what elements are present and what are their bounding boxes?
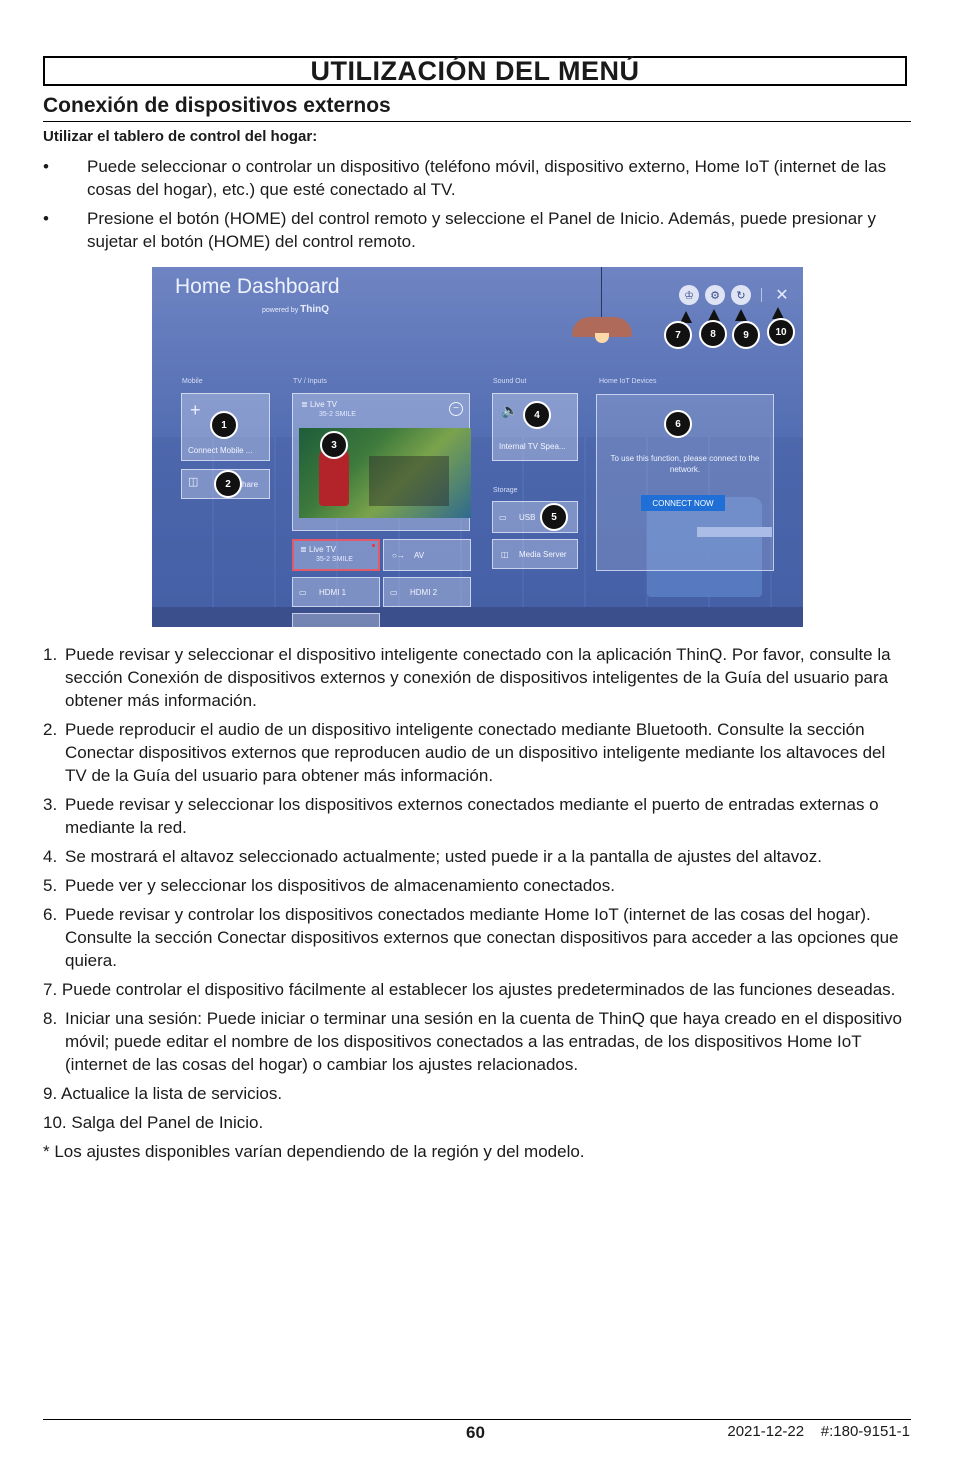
thinq-logo: ThinQ: [300, 304, 330, 315]
live-tv-card[interactable]: [292, 393, 470, 531]
toolbar-divider: [761, 288, 762, 302]
callout-7: 7: [664, 321, 692, 349]
footer-divider: [43, 1419, 911, 1420]
footnote: * Los ajustes disponibles varían dependiendo de la región y del modelo.: [43, 1142, 585, 1161]
powered-by: [262, 304, 329, 315]
thinq-account-icon[interactable]: ♔: [679, 285, 699, 305]
callout-3: 3: [320, 431, 348, 459]
usb-icon: ▭: [499, 513, 507, 522]
callout-1: 1: [210, 411, 238, 439]
list-item: [43, 643, 909, 712]
item-number: 2.: [43, 720, 58, 739]
home-dashboard-screenshot: [152, 267, 803, 627]
bullet-text: Puede seleccionar o controlar un dispositivo (teléfono móvil, dispositivo externo, Home IoT (internet de las cosas del hogar), etc.) que esté conectado al TV.: [87, 157, 887, 199]
item-number: 5.: [43, 876, 58, 895]
item-text: Puede reproducir el audio de un dispositivo inteligente conectado mediante Bluetooth. Consulte la sección Conectar dispositivos externos que reproducen audio de un dispositivo inteligente mediante los altavoces del TV de la Guía del usuario para obtener más información.: [65, 720, 886, 785]
section-label-tv-inputs: TV / Inputs: [293, 378, 327, 385]
item-text: Puede revisar y controlar los dispositivos conectados mediante Home IoT (internet de las cosas del hogar). Consulte la sección Conectar dispositivos externos que conectan dispositivos para acceder a las opciones que quiera.: [65, 905, 899, 970]
minus-icon[interactable]: −: [449, 402, 463, 416]
floor-decoration: [152, 607, 803, 627]
hdmi2-card[interactable]: [383, 577, 471, 607]
speaker-icon: 🔈: [501, 402, 519, 418]
item-text: Puede revisar y seleccionar los dispositivos externos conectados mediante el puerto de entradas externas o mediante la red.: [65, 795, 879, 837]
item-number: 8.: [43, 1009, 58, 1028]
connect-now-button[interactable]: CONNECT NOW: [641, 495, 725, 511]
subheading: Utilizar el tablero de control del hogar:: [43, 128, 318, 145]
document-code: 2021-12-22 #:180-9151-1: [727, 1423, 910, 1440]
bullet-item: [43, 155, 903, 201]
item-text: Iniciar una sesión: Puede iniciar o terminar una sesión en la cuenta de ThinQ que haya creado en el dispositivo móvil; puede editar el nombre de los dispositivos conectados a las entradas, de los dispositivos Home IoT (internet de las cosas del hogar) o cambiar los ajustes relacionados.: [65, 1009, 902, 1074]
section-label-storage: Storage: [493, 487, 518, 494]
active-indicator: [372, 544, 375, 547]
more-inputs-card[interactable]: [292, 613, 380, 627]
live-tv-input-channel: 35-2 SMILE: [316, 556, 353, 563]
gear-icon[interactable]: ⚙: [705, 285, 725, 305]
lamp-bulb: [595, 333, 609, 343]
list-item: [43, 978, 909, 1001]
bullet-symbol: •: [43, 157, 49, 176]
item-text: Salga del Panel de Inicio.: [71, 1113, 264, 1132]
item-number: 4.: [43, 847, 58, 866]
item-number: 7.: [43, 980, 58, 999]
bullet-item: [43, 207, 903, 253]
callout-5: 5: [540, 503, 568, 531]
list-item: [43, 1111, 909, 1134]
bullet-list: [43, 155, 903, 259]
close-icon[interactable]: ✕: [775, 287, 789, 304]
av-label: AV: [414, 551, 425, 560]
list-item: [43, 718, 909, 787]
item-number: 9.: [43, 1084, 58, 1103]
page-number: 60: [466, 1423, 485, 1442]
list-item: [43, 1082, 909, 1105]
section-label-home-iot: Home IoT Devices: [599, 378, 657, 385]
preview-group: [369, 456, 449, 506]
section-label-mobile: Mobile: [182, 378, 203, 385]
item-text: Actualice la lista de servicios.: [60, 1084, 283, 1103]
plus-icon: +: [190, 400, 201, 420]
powered-prefix: powered by: [262, 307, 299, 314]
item-text: Puede controlar el dispositivo fácilmente al establecer los ajustes predeterminados de las funciones deseadas.: [61, 980, 896, 999]
media-server-card[interactable]: [492, 539, 578, 569]
share-label: hare: [242, 480, 259, 489]
callout-10: 10: [767, 318, 795, 346]
bullet-symbol: •: [43, 209, 49, 228]
item-text: Se mostrará el altavoz seleccionado actualmente; usted puede ir a la pantalla de ajustes del altavoz.: [65, 847, 822, 866]
page-title: UTILIZACIÓN DEL MENÚ: [43, 56, 907, 86]
media-server-icon: ◫: [501, 550, 509, 559]
item-text: Puede revisar y seleccionar el dispositivo inteligente conectado con la aplicación ThinQ. Por favor, consulte la sección Conexión de dispositivos externos y conexión de dispositivos inteligentes de la Guía del usuario para obtener más información.: [65, 645, 891, 710]
phone-speaker-icon: ◫: [188, 476, 199, 488]
hdmi1-label: HDMI 1: [319, 588, 347, 597]
iot-message: To use this function, please connect to the network.: [610, 454, 760, 474]
list-item: [43, 874, 909, 897]
connect-mobile-label: Connect Mobile ...: [188, 446, 253, 455]
item-number: 6.: [43, 905, 58, 924]
live-tv-input-title: [300, 545, 353, 564]
live-tv-input-card[interactable]: [292, 539, 380, 571]
media-server-label: Media Server: [519, 550, 567, 559]
callout-4: 4: [523, 401, 551, 429]
av-card[interactable]: [383, 539, 471, 571]
hdmi-icon: ▭: [390, 588, 398, 597]
lamp-cord: [601, 267, 602, 317]
numbered-list: [43, 643, 909, 1169]
refresh-icon[interactable]: ↻: [731, 285, 751, 305]
av-icon: ○→: [392, 551, 405, 560]
antenna-icon: ≣: [300, 545, 307, 554]
callout-8: 8: [699, 320, 727, 348]
list-item: [43, 903, 909, 972]
internal-speaker-label: Internal TV Spea...: [499, 442, 566, 451]
callout-9-pointer: [735, 309, 747, 321]
item-text: Puede ver y seleccionar los dispositivos de almacenamiento conectados.: [65, 876, 615, 895]
item-number: 3.: [43, 795, 58, 814]
section-label-sound-out: Sound Out: [493, 378, 527, 385]
hdmi2-label: HDMI 2: [410, 588, 438, 597]
list-item: [43, 793, 909, 839]
hdmi-icon: ▭: [299, 588, 307, 597]
channel-label: 35-2 SMILE: [319, 411, 356, 418]
item-number: 1.: [43, 645, 58, 664]
usb-label: USB: [519, 513, 536, 522]
callout-9: 9: [732, 321, 760, 349]
bullet-text: Presione el botón (HOME) del control remoto y seleccione el Panel de Inicio. Además, puede presionar y sujetar el botón (HOME) del control remoto.: [87, 209, 877, 251]
antenna-icon: ≣: [301, 400, 308, 409]
top-toolbar: [679, 285, 792, 305]
item-number: 10.: [43, 1113, 67, 1132]
live-tv-input-label: Live TV: [308, 545, 336, 554]
callout-6: 6: [664, 410, 692, 438]
dashboard-title: Home Dashboard: [175, 275, 340, 298]
list-item: [43, 845, 909, 868]
live-tv-title: [301, 400, 356, 419]
section-title: Conexión de dispositivos externos: [43, 94, 911, 122]
callout-2: 2: [214, 470, 242, 498]
list-item: [43, 1007, 909, 1076]
hdmi1-card[interactable]: [292, 577, 380, 607]
live-tv-label: Live TV: [309, 400, 337, 409]
